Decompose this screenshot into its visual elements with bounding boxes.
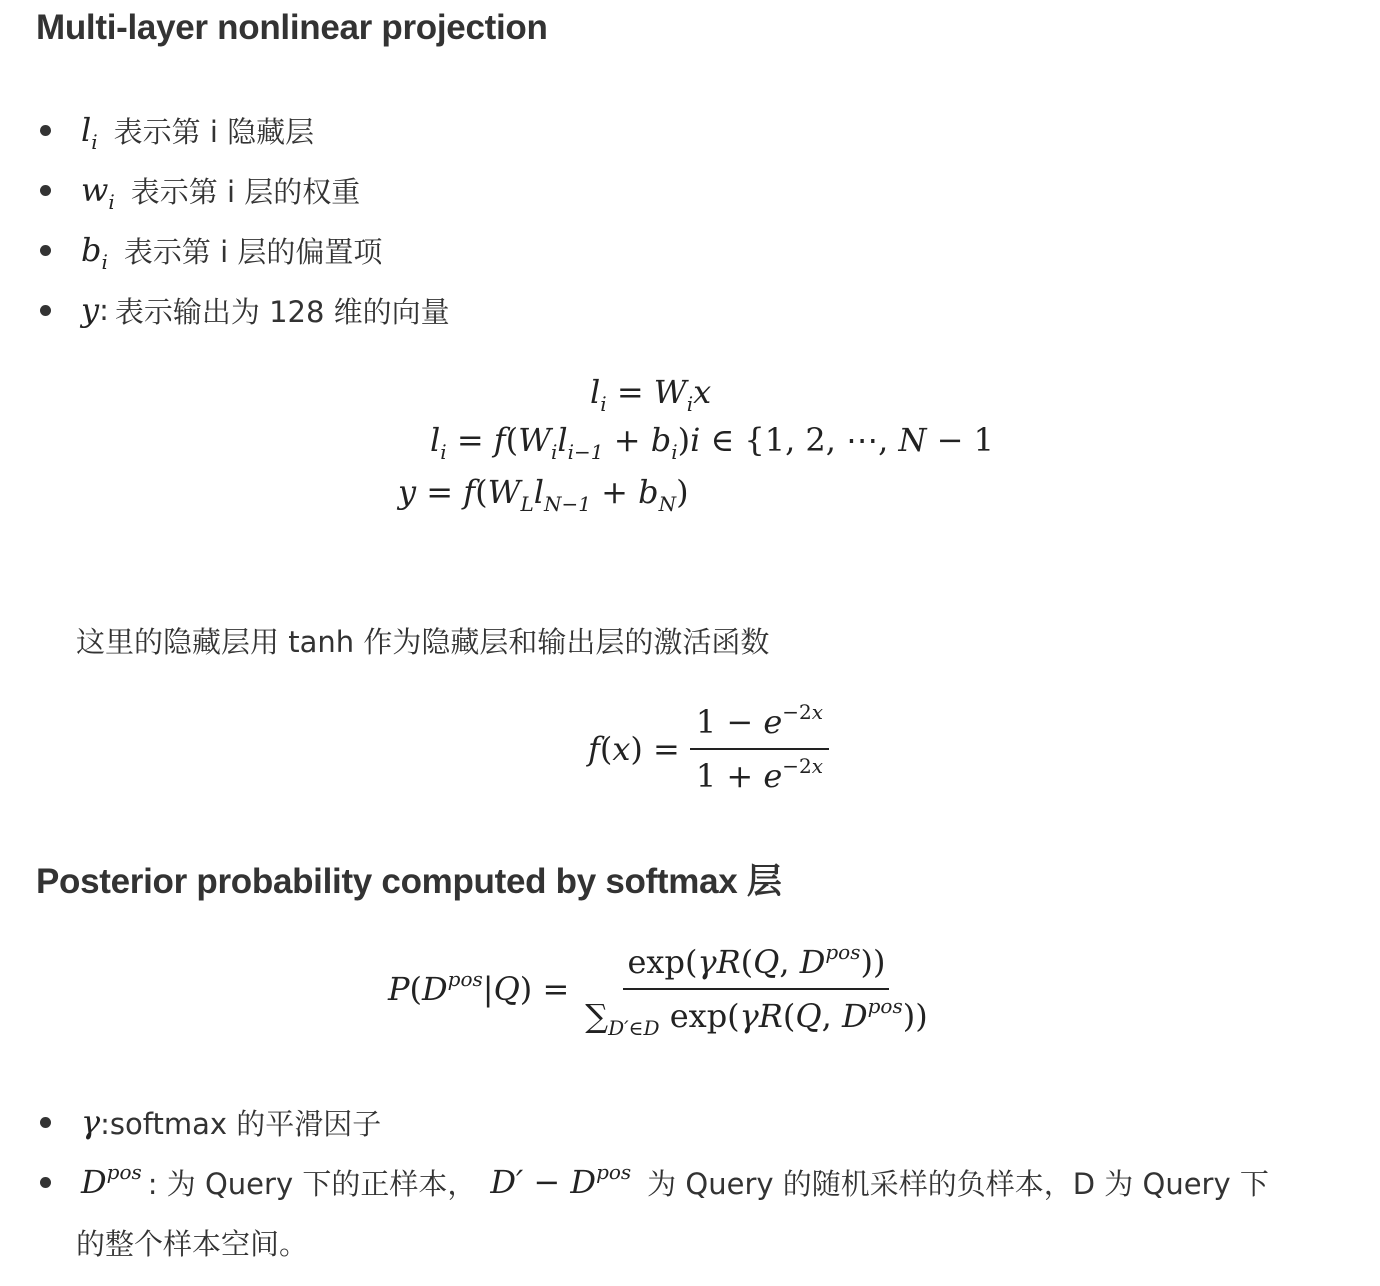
- list-item-text: : 为 Query 下的正样本，: [147, 1166, 477, 1201]
- activation-note: 这里的隐藏层用 tanh 作为隐藏层和输出层的激活函数: [76, 625, 770, 659]
- list-item-text: :softmax 的平滑因子: [100, 1106, 382, 1141]
- math-symbol: $w_i$: [81, 171, 115, 214]
- activation-formula: f(x) = $\frac{1 - e^{-2x}}{1 + e^{-2x}}$: [588, 702, 829, 796]
- list-item-text: 表示输出为 128 维的向量: [114, 294, 450, 329]
- list-item-text: 表示第 i 隐藏层: [113, 114, 315, 149]
- equation-line: $l_i = W_ix$: [590, 373, 712, 416]
- list-item: [40, 170, 361, 214]
- bullet-icon: [40, 1117, 51, 1128]
- softmax-formula: $P(D^{pos}|Q)$ = $\frac{\exp(\gamma R(Q, D^{pos}))}{\sum_{D'\in D} \exp(\gamma R(Q, D^{pos}))}$: [388, 940, 928, 1040]
- bullet-icon: [40, 1177, 51, 1188]
- list-item-text: 为 Query 的随机采样的负样本，D 为 Query 下: [647, 1166, 1269, 1201]
- list-item-text: 表示第 i 层的偏置项: [123, 234, 383, 269]
- math-symbol: $b_i$: [81, 231, 108, 274]
- math-symbol: y: [81, 291, 100, 329]
- equation-line: $y = f(W_Ll_{N-1} + b_N)$: [398, 473, 689, 516]
- bullet-icon: [40, 305, 51, 316]
- section-heading-projection: Multi-layer nonlinear projection: [36, 8, 548, 47]
- math-symbol: $l_i$: [81, 111, 98, 154]
- math-symbol: γ: [81, 1103, 101, 1141]
- list-item: [40, 1102, 381, 1142]
- list-item: [40, 230, 383, 274]
- bullet-icon: [40, 185, 51, 196]
- list-item-continuation: 的整个样本空间。: [76, 1227, 309, 1261]
- list-item: [40, 110, 315, 154]
- section-heading-posterior: Posterior probability computed by softmax 层: [36, 862, 782, 901]
- math-expression: $D' - D^{pos}$: [490, 1160, 632, 1201]
- list-item: [40, 1162, 1269, 1202]
- equation-line: $l_i = f(W_il_{i-1} + b_i)i$ ∈ {1, 2, ⋯, N − 1: [430, 421, 994, 464]
- bullet-icon: [40, 125, 51, 136]
- list-item-text: 表示第 i 层的权重: [130, 174, 361, 209]
- bullet-icon: [40, 245, 51, 256]
- list-item: [40, 290, 450, 330]
- list-item-separator: :: [99, 293, 109, 327]
- math-symbol: $D^{pos}$: [81, 1160, 142, 1201]
